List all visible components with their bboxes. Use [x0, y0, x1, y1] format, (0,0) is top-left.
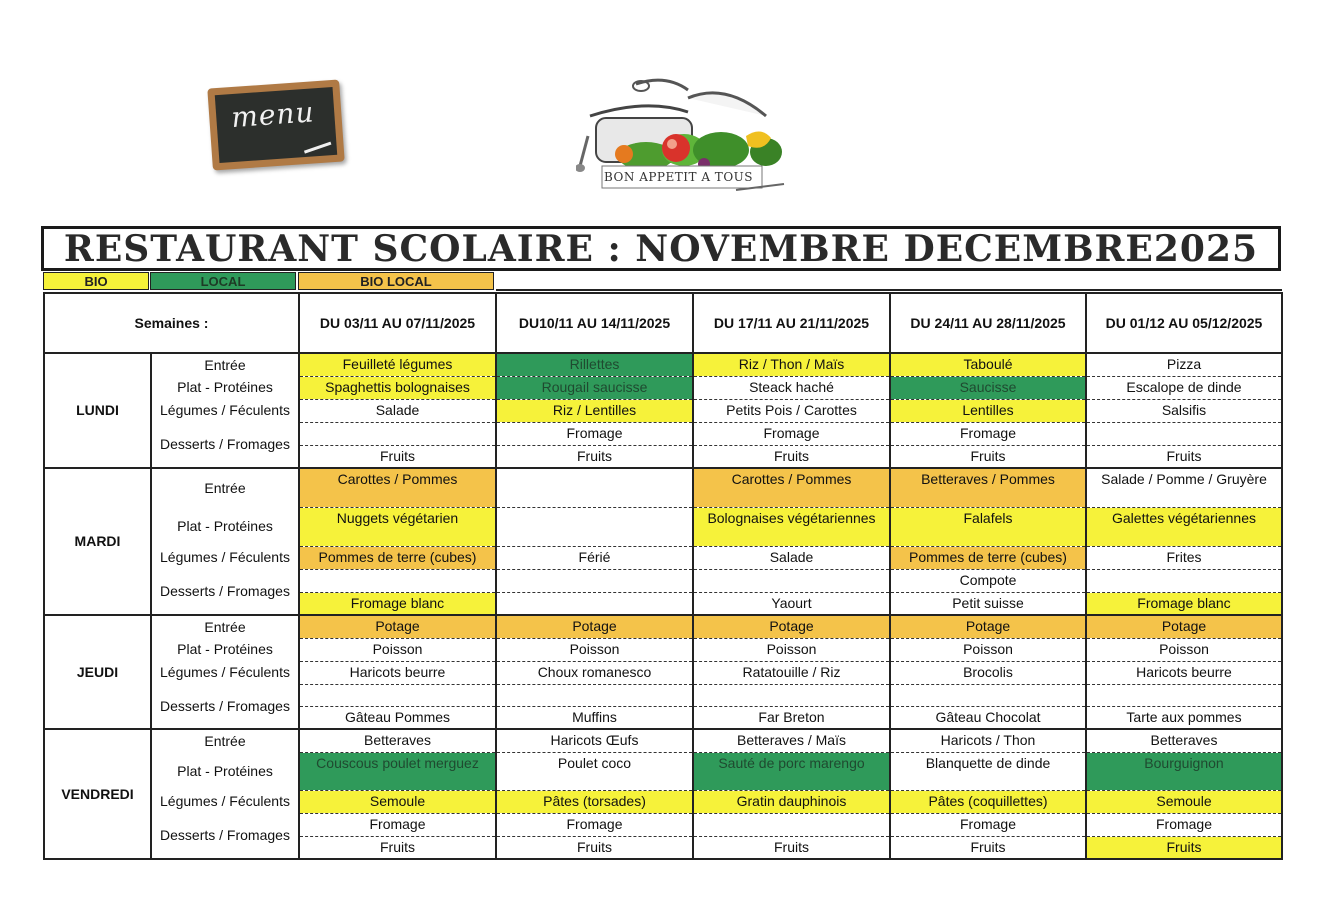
- menu-cell: Rougail saucisse: [496, 376, 693, 399]
- category-desserts: Desserts / Fromages: [151, 422, 299, 468]
- menu-cell: Lentilles: [890, 399, 1086, 422]
- semaines-label: Semaines :: [44, 293, 299, 353]
- menu-cell: Fruits: [693, 836, 890, 859]
- menu-cell: [1086, 684, 1282, 706]
- category-legumes: Légumes / Féculents: [151, 546, 299, 569]
- menu-cell: Betteraves / Maïs: [693, 729, 890, 752]
- menu-cell: Férié: [496, 546, 693, 569]
- week-header: DU 17/11 AU 21/11/2025: [693, 293, 890, 353]
- menu-cell: Frites: [1086, 546, 1282, 569]
- category-legumes: Légumes / Féculents: [151, 790, 299, 813]
- menu-cell: Yaourt: [693, 592, 890, 615]
- menu-cell: Carottes / Pommes: [299, 468, 496, 507]
- menu-cell: Fruits: [693, 445, 890, 468]
- menu-cell: Poisson: [299, 638, 496, 661]
- menu-cell: Gâteau Chocolat: [890, 706, 1086, 729]
- vendredi-row-plat: [44, 752, 1282, 790]
- menu-cell: Salade / Pomme / Gruyère: [1086, 468, 1282, 507]
- menu-cell: Pizza: [1086, 353, 1282, 376]
- menu-cell: Fromage: [496, 422, 693, 445]
- menu-cell: Poisson: [890, 638, 1086, 661]
- menu-cell: Fruits: [1086, 445, 1282, 468]
- category-plat: Plat - Protéines: [151, 376, 299, 399]
- menu-cell: Potage: [890, 615, 1086, 638]
- menu-cell: Pâtes (coquillettes): [890, 790, 1086, 813]
- week-header: DU 01/12 AU 05/12/2025: [1086, 293, 1282, 353]
- mardi-row-plat: [44, 507, 1282, 546]
- menu-cell: Fromage: [496, 813, 693, 836]
- page-title: RESTAURANT SCOLAIRE : NOVEMBRE DECEMBRE2025: [63, 227, 1259, 270]
- menu-cell: Betteraves: [1086, 729, 1282, 752]
- menu-cell: Rillettes: [496, 353, 693, 376]
- menu-cell: Petit suisse: [890, 592, 1086, 615]
- menu-cell: Feuilleté légumes: [299, 353, 496, 376]
- legend-bio-local: BIO LOCAL: [298, 272, 494, 290]
- menu-cell: Potage: [693, 615, 890, 638]
- menu-cell: Salade: [299, 399, 496, 422]
- vendredi-row-legumes: [44, 790, 1282, 813]
- menu-cell: [496, 684, 693, 706]
- menu-cell: Poisson: [496, 638, 693, 661]
- vendredi-row-entree: [44, 729, 1282, 752]
- menu-chalkboard: [207, 79, 344, 170]
- menu-cell: Fruits: [1086, 836, 1282, 859]
- menu-cell: [496, 592, 693, 615]
- menu-cell: Potage: [1086, 615, 1282, 638]
- menu-cell: [496, 569, 693, 592]
- menu-cell: Pommes de terre (cubes): [299, 546, 496, 569]
- menu-cell: Galettes végétariennes: [1086, 507, 1282, 546]
- menu-cell: Riz / Lentilles: [496, 399, 693, 422]
- menu-cell: Poisson: [693, 638, 890, 661]
- category-entree: Entrée: [151, 468, 299, 507]
- menu-cell: Haricots beurre: [1086, 661, 1282, 684]
- menu-cell: Betteraves: [299, 729, 496, 752]
- menu-cell: Fruits: [890, 836, 1086, 859]
- menu-cell: [496, 468, 693, 507]
- menu-cell: Betteraves / Pommes: [890, 468, 1086, 507]
- menu-cell: Sauté de porc marengo: [693, 752, 890, 790]
- week-header: DU 03/11 AU 07/11/2025: [299, 293, 496, 353]
- day-mardi: MARDI: [44, 468, 151, 615]
- menu-cell: [693, 684, 890, 706]
- vendredi-row-fromage: [44, 813, 1282, 836]
- lundi-row-legumes: [44, 399, 1282, 422]
- logo-text: BON APPETIT A TOUS: [604, 170, 753, 184]
- menu-cell: Escalope de dinde: [1086, 376, 1282, 399]
- lundi-row-entree: [44, 353, 1282, 376]
- menu-cell: Petits Pois / Carottes: [693, 399, 890, 422]
- menu-cell: Brocolis: [890, 661, 1086, 684]
- menu-cell: Fruits: [890, 445, 1086, 468]
- menu-cell: Haricots beurre: [299, 661, 496, 684]
- menu-cell: Haricots / Thon: [890, 729, 1086, 752]
- menu-cell: Poisson: [1086, 638, 1282, 661]
- menu-cell: Saucisse: [890, 376, 1086, 399]
- menu-cell: Salsifis: [1086, 399, 1282, 422]
- menu-cell: Fromage blanc: [299, 592, 496, 615]
- menu-cell: Fruits: [299, 445, 496, 468]
- title-box: [41, 226, 1281, 271]
- menu-cell: [890, 684, 1086, 706]
- menu-cell: Falafels: [890, 507, 1086, 546]
- menu-cell: Bolognaises végétariennes: [693, 507, 890, 546]
- menu-cell: Potage: [496, 615, 693, 638]
- menu-cell: Blanquette de dinde: [890, 752, 1086, 790]
- category-plat: Plat - Protéines: [151, 638, 299, 661]
- category-entree: Entrée: [151, 615, 299, 638]
- category-plat: Plat - Protéines: [151, 507, 299, 546]
- day-jeudi: JEUDI: [44, 615, 151, 729]
- menu-cell: Tarte aux pommes: [1086, 706, 1282, 729]
- category-desserts: Desserts / Fromages: [151, 569, 299, 615]
- menu-cell: Poulet coco: [496, 752, 693, 790]
- jeudi-row-legumes: [44, 661, 1282, 684]
- menu-cell: Fromage: [890, 813, 1086, 836]
- jeudi-row-entree: [44, 615, 1282, 638]
- menu-cell: Muffins: [496, 706, 693, 729]
- menu-cell: [299, 569, 496, 592]
- menu-cell: Haricots Œufs: [496, 729, 693, 752]
- menu-cell: Compote: [890, 569, 1086, 592]
- menu-cell: Carottes / Pommes: [693, 468, 890, 507]
- category-legumes: Légumes / Féculents: [151, 399, 299, 422]
- menu-cell: Potage: [299, 615, 496, 638]
- menu-cell: Steack haché: [693, 376, 890, 399]
- bon-appetit-logo: [576, 76, 791, 200]
- menu-cell: [1086, 422, 1282, 445]
- legend-bio: BIO: [43, 272, 149, 290]
- category-desserts: Desserts / Fromages: [151, 813, 299, 859]
- menu-cell: [299, 422, 496, 445]
- week-header: DU 24/11 AU 28/11/2025: [890, 293, 1086, 353]
- menu-cell: Fromage: [299, 813, 496, 836]
- category-desserts: Desserts / Fromages: [151, 684, 299, 729]
- day-vendredi: VENDREDI: [44, 729, 151, 859]
- menu-cell: Fruits: [299, 836, 496, 859]
- legend-local: LOCAL: [150, 272, 296, 290]
- menu-cell: Spaghettis bolognaises: [299, 376, 496, 399]
- jeudi-row-plat: [44, 638, 1282, 661]
- lundi-row-fromage: [44, 422, 1282, 445]
- menu-cell: Nuggets végétarien: [299, 507, 496, 546]
- menu-cell: [1086, 569, 1282, 592]
- day-lundi: LUNDI: [44, 353, 151, 468]
- menu-table: [43, 292, 1283, 860]
- menu-cell: [693, 569, 890, 592]
- menu-cell: Fromage: [693, 422, 890, 445]
- menu-cell: Fromage: [890, 422, 1086, 445]
- weeks-header-row: [44, 293, 1282, 353]
- menu-cell: Gratin dauphinois: [693, 790, 890, 813]
- menu-cell: Pommes de terre (cubes): [890, 546, 1086, 569]
- mardi-row-legumes: [44, 546, 1282, 569]
- menu-cell: [496, 507, 693, 546]
- legend-divider: [496, 289, 1282, 291]
- category-entree: Entrée: [151, 729, 299, 752]
- menu-cell: Choux romanesco: [496, 661, 693, 684]
- menu-cell: [693, 813, 890, 836]
- menu-cell: Riz / Thon / Maïs: [693, 353, 890, 376]
- category-entree: Entrée: [151, 353, 299, 376]
- menu-cell: [299, 684, 496, 706]
- menu-cell: Gâteau Pommes: [299, 706, 496, 729]
- menu-cell: Fruits: [496, 836, 693, 859]
- lundi-row-plat: [44, 376, 1282, 399]
- category-legumes: Légumes / Féculents: [151, 661, 299, 684]
- menu-cell: Fruits: [496, 445, 693, 468]
- week-header: DU10/11 AU 14/11/2025: [496, 293, 693, 353]
- menu-cell: Pâtes (torsades): [496, 790, 693, 813]
- jeudi-row-blank: [44, 684, 1282, 706]
- menu-cell: Fromage: [1086, 813, 1282, 836]
- mardi-row-entree: [44, 468, 1282, 507]
- chalkboard-label: menu: [230, 95, 316, 135]
- menu-cell: Bourguignon: [1086, 752, 1282, 790]
- menu-cell: Salade: [693, 546, 890, 569]
- mardi-row-compote: [44, 569, 1282, 592]
- menu-cell: Ratatouille / Riz: [693, 661, 890, 684]
- category-plat: Plat - Protéines: [151, 752, 299, 790]
- menu-cell: Semoule: [1086, 790, 1282, 813]
- menu-cell: Couscous poulet merguez: [299, 752, 496, 790]
- menu-cell: Fromage blanc: [1086, 592, 1282, 615]
- menu-cell: Far Breton: [693, 706, 890, 729]
- menu-cell: Semoule: [299, 790, 496, 813]
- menu-cell: Taboulé: [890, 353, 1086, 376]
